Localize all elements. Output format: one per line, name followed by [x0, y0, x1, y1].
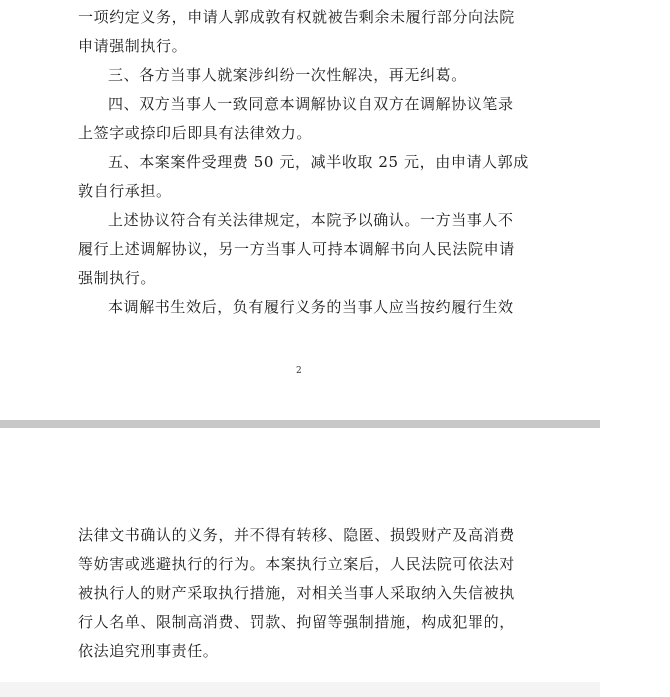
text-line: 被执行人的财产采取执行措施，对相关当事人采取纳入失信被执	[78, 584, 515, 602]
text-line: 敦自行承担。	[78, 182, 172, 200]
text-line: 四、双方当事人一致同意本调解协议自双方在调解协议笔录	[108, 95, 514, 113]
text-line: 一项约定义务，申请人郭成敦有权就被告剩余未履行部分向法院	[78, 8, 515, 26]
text-line: 履行上述调解协议，另一方当事人可持本调解书向人民法院申请	[78, 240, 515, 258]
viewer-background	[600, 0, 670, 697]
text-line: 等妨害或逃避执行的行为。本案执行立案后，人民法院可依法对	[78, 555, 515, 573]
text-line: 行人名单、限制高消费、罚款、拘留等强制措施，构成犯罪的，	[78, 613, 515, 631]
text-line: 依法追究刑事责任。	[78, 642, 219, 660]
text-line: 上述协议符合有关法律规定，本院予以确认。一方当事人不	[108, 211, 514, 229]
text-line: 五、本案案件受理费 50 元，减半收取 25 元，由申请人郭成	[108, 153, 529, 171]
text-line: 上签字或捺印后即具有法律效力。	[78, 124, 313, 142]
page-number: 2	[296, 366, 302, 376]
page-bottom-edge	[0, 682, 600, 697]
text-line: 强制执行。	[78, 269, 157, 287]
text-line: 申请强制执行。	[78, 37, 188, 55]
page-separator	[0, 420, 600, 428]
text-line: 三、各方当事人就案涉纠纷一次性解决，再无纠葛。	[108, 66, 467, 84]
document-page-3	[0, 428, 600, 697]
text-line: 本调解书生效后，负有履行义务的当事人应当按约履行生效	[108, 298, 514, 316]
text-line: 法律文书确认的义务，并不得有转移、隐匿、损毁财产及高消费	[78, 526, 515, 544]
